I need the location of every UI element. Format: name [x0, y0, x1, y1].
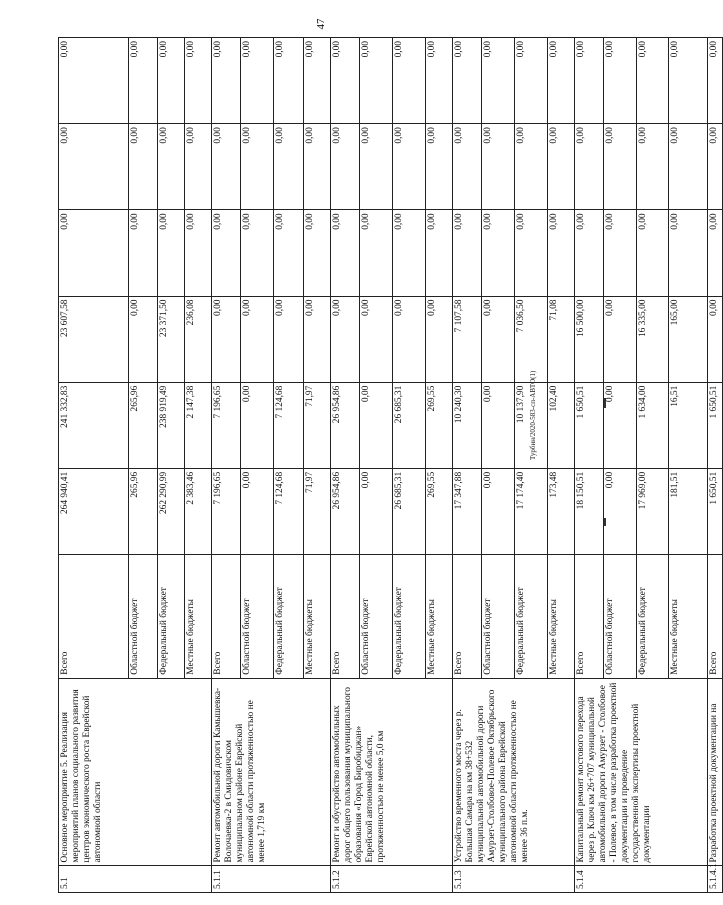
amount-cell: 181,51: [669, 468, 708, 554]
amount-cell: 0,00: [241, 38, 274, 124]
measure-name: Основное мероприятие 5. Реализация мероприятий планов социального развития центров экономического роста Еврейской автономной области: [59, 678, 212, 866]
amount-cell: 238 919,49: [158, 382, 185, 468]
amount-cell: 0,00: [482, 296, 515, 382]
amount-cell: 0,00: [212, 296, 241, 382]
amount-cell: 16,51: [669, 382, 708, 468]
row-number: 5.1.4: [575, 866, 708, 893]
amount-cell: 0,00: [129, 38, 158, 124]
document-footer-code: Турбин/2020-583-сп-АВТО(1): [529, 370, 537, 460]
amount-cell: 0,00: [482, 38, 515, 124]
amount-cell: 2 383,46: [185, 468, 212, 554]
amount-cell: 71,97: [304, 468, 331, 554]
amount-cell: 0,00: [708, 124, 723, 210]
amount-cell: 265,96: [129, 382, 158, 468]
amount-cell: 0,00: [453, 210, 482, 296]
amount-cell: 1 650,51: [708, 382, 723, 468]
amount-cell: 0,00: [59, 38, 129, 124]
funding-source: Федеральный бюджет: [637, 555, 669, 679]
amount-cell: 0,00: [304, 210, 331, 296]
funding-source: Всего: [59, 555, 129, 679]
funding-source: Всего: [453, 555, 482, 679]
amount-cell: 7 196,65: [212, 382, 241, 468]
amount-cell: 7 107,58: [453, 296, 482, 382]
measure-name: Разработка проектной документации на: [708, 678, 723, 866]
amount-cell: 269,55: [426, 468, 453, 554]
funding-source: Местные бюджеты: [185, 555, 212, 679]
amount-cell: 0,00: [129, 210, 158, 296]
table-row: [708, 38, 723, 893]
row-number: 5.1.4.1: [708, 866, 723, 893]
amount-cell: 0,00: [331, 210, 360, 296]
amount-cell: 0,00: [637, 124, 669, 210]
amount-cell: 265,96: [129, 468, 158, 554]
amount-cell: 0,00: [426, 124, 453, 210]
amount-cell: 0,00: [393, 124, 426, 210]
funding-source: Федеральный бюджет: [158, 555, 185, 679]
amount-cell: 7 124,68: [274, 468, 304, 554]
amount-cell: 0,00: [212, 124, 241, 210]
amount-cell: 0,00: [304, 38, 331, 124]
measure-name: Устройство временного моста через р. Большая Самара на км 38+532 муниципальной автомобильной дороги Амурзет-Столбовое-Полевое Октябрьского муниципального района Еврейской автономной области протяженностью не менее 36 п.м.: [453, 678, 575, 866]
funding-source: Областной бюджет: [482, 555, 515, 679]
amount-cell: 26 954,86: [331, 468, 360, 554]
amount-cell: 18 150,51: [575, 468, 604, 554]
amount-cell: 0,00: [482, 210, 515, 296]
amount-cell: 0,00: [331, 124, 360, 210]
funding-source: Областной бюджет: [360, 555, 393, 679]
row-number: 5.1.3: [453, 866, 575, 893]
amount-cell: 0,00: [708, 38, 723, 124]
amount-cell: 23 371,50: [158, 296, 185, 382]
funding-source: Местные бюджеты: [304, 555, 331, 679]
amount-cell: 0,00: [515, 124, 548, 210]
funding-source: Федеральный бюджет: [515, 555, 548, 679]
funding-source: Федеральный бюджет: [274, 555, 304, 679]
amount-cell: 0,00: [185, 38, 212, 124]
amount-cell: 0,00: [637, 210, 669, 296]
amount-cell: 0,00: [185, 210, 212, 296]
row-number: 5.1.1: [212, 866, 331, 893]
amount-cell: 0,00: [360, 382, 393, 468]
amount-cell: 0,00: [360, 38, 393, 124]
funding-source: Местные бюджеты: [669, 555, 708, 679]
table-row: [59, 38, 129, 893]
amount-cell: 0,00: [274, 296, 304, 382]
amount-cell: 0,00: [426, 38, 453, 124]
amount-cell: 0,00: [393, 210, 426, 296]
funding-source: Местные бюджеты: [548, 555, 575, 679]
amount-cell: 0,00: [241, 382, 274, 468]
amount-cell: 0,00: [360, 296, 393, 382]
amount-cell: 0,00: [426, 296, 453, 382]
amount-cell: 0,00: [158, 124, 185, 210]
amount-cell: 0,00: [548, 124, 575, 210]
amount-cell: 0,00: [129, 296, 158, 382]
amount-cell: 0,00: [274, 38, 304, 124]
amount-cell: 0,00: [331, 296, 360, 382]
amount-cell: 165,00: [669, 296, 708, 382]
amount-cell: 0,00: [548, 210, 575, 296]
funding-source: Всего: [708, 555, 723, 679]
amount-cell: 10 240,30: [453, 382, 482, 468]
budget-table: [58, 37, 723, 893]
amount-cell: 0,00: [59, 124, 129, 210]
amount-cell: 0,00: [669, 38, 708, 124]
amount-cell: 7 196,65: [212, 468, 241, 554]
amount-cell: 0,00: [185, 124, 212, 210]
amount-cell: 0,00: [360, 210, 393, 296]
amount-cell: 71,08: [548, 296, 575, 382]
measure-name: Капитальный ремонт мостового перехода через р. Ключ км 26+707 муниципальной автомобильной дороги Амурзет - Столбовое - Полевое, в том числе разработка проектной документации и проведение государственной экспертизы проектной документации: [575, 678, 708, 866]
amount-cell: 26 685,31: [393, 382, 426, 468]
amount-cell: 0,00: [708, 210, 723, 296]
amount-cell: 1 650,51: [575, 382, 604, 468]
amount-cell: 0,00: [669, 210, 708, 296]
amount-cell: 0,00: [212, 38, 241, 124]
amount-cell: 0,00: [241, 124, 274, 210]
amount-cell: 0,00: [393, 296, 426, 382]
amount-cell: 0,00: [453, 124, 482, 210]
amount-cell: 0,00: [604, 38, 637, 124]
amount-cell: 17 969,00: [637, 468, 669, 554]
amount-cell: 0,00: [482, 468, 515, 554]
table-row: [331, 38, 360, 893]
amount-cell: 262 290,99: [158, 468, 185, 554]
funding-source: Федеральный бюджет: [393, 555, 426, 679]
amount-cell: 0,00: [212, 210, 241, 296]
amount-cell: 0,00: [158, 210, 185, 296]
funding-source: Всего: [575, 555, 604, 679]
funding-source: Областной бюджет: [129, 555, 158, 679]
amount-cell: 0,00: [360, 468, 393, 554]
amount-cell: 0,00: [515, 210, 548, 296]
amount-cell: 0,00: [453, 38, 482, 124]
amount-cell: 236,08: [185, 296, 212, 382]
amount-cell: 0,00: [575, 210, 604, 296]
amount-cell: 0,00: [241, 296, 274, 382]
amount-cell: 26 685,31: [393, 468, 426, 554]
table-row: [575, 38, 604, 893]
amount-cell: 264 940,41: [59, 468, 129, 554]
amount-cell: 26 954,86: [331, 382, 360, 468]
funding-source: Областной бюджет: [604, 555, 637, 679]
amount-cell: 0,00: [274, 210, 304, 296]
page-number: 47: [315, 18, 327, 30]
amount-cell: 0,00: [482, 124, 515, 210]
amount-cell: 2 147,38: [185, 382, 212, 468]
amount-cell: 241 332,83: [59, 382, 129, 468]
amount-cell: 0,00: [604, 210, 637, 296]
amount-cell: 0,00: [360, 124, 393, 210]
amount-cell: 0,00: [241, 468, 274, 554]
measure-name: Ремонт автомобильной дороги Камышевка-Волочаевка-2 в Смидовичском муниципальном районе Еврейской автономной области протяженностью не менее 1,719 км: [212, 678, 331, 866]
amount-cell: 0,00: [708, 296, 723, 382]
amount-cell: 0,00: [331, 38, 360, 124]
funding-source: Всего: [212, 555, 241, 679]
amount-cell: 0,00: [426, 210, 453, 296]
amount-cell: 23 607,58: [59, 296, 129, 382]
amount-cell: 0,00: [637, 38, 669, 124]
rotated-table-container: [58, 37, 719, 893]
amount-cell: 0,00: [482, 382, 515, 468]
funding-source: Областной бюджет: [241, 555, 274, 679]
amount-cell: 10 137,90: [515, 382, 548, 468]
amount-cell: 7 036,50: [515, 296, 548, 382]
table-row: [212, 38, 241, 893]
amount-cell: 0,00: [575, 38, 604, 124]
measure-name: Ремонт и обустройство автомобильных дорог общего пользования муниципального образования «Город Биробиджан» Еврейской автономной области, протяженностью не менее 5,0 км: [331, 678, 453, 866]
amount-cell: 1 634,00: [637, 382, 669, 468]
amount-cell: 0,00: [548, 38, 575, 124]
amount-cell: 0,00: [575, 124, 604, 210]
amount-cell: 71,97: [304, 382, 331, 468]
amount-cell: 0,00: [604, 296, 637, 382]
amount-cell: 0,00: [393, 38, 426, 124]
amount-cell: 0,00: [604, 124, 637, 210]
amount-cell: 0,00: [241, 210, 274, 296]
amount-cell: 0,00: [274, 124, 304, 210]
amount-cell: 0,00: [669, 124, 708, 210]
amount-cell: 16 335,00: [637, 296, 669, 382]
amount-cell: 0,00: [515, 38, 548, 124]
funding-source: Местные бюджеты: [426, 555, 453, 679]
amount-cell: 17 174,40: [515, 468, 548, 554]
amount-cell: 0,00: [129, 124, 158, 210]
amount-cell: 173,48: [548, 468, 575, 554]
amount-cell: 0,00: [604, 468, 637, 554]
funding-source: Всего: [331, 555, 360, 679]
amount-cell: 0,00: [158, 38, 185, 124]
amount-cell: 102,40: [548, 382, 575, 468]
amount-cell: 1 650,51: [708, 468, 723, 554]
amount-cell: 0,00: [59, 210, 129, 296]
row-number: 5.1: [59, 866, 212, 893]
amount-cell: 0,00: [304, 296, 331, 382]
amount-cell: 0,00: [604, 382, 637, 468]
amount-cell: 17 347,88: [453, 468, 482, 554]
amount-cell: 269,55: [426, 382, 453, 468]
row-number: 5.1.2: [331, 866, 453, 893]
amount-cell: 7 124,68: [274, 382, 304, 468]
table-row: [453, 38, 482, 893]
amount-cell: 16 500,00: [575, 296, 604, 382]
amount-cell: 0,00: [304, 124, 331, 210]
